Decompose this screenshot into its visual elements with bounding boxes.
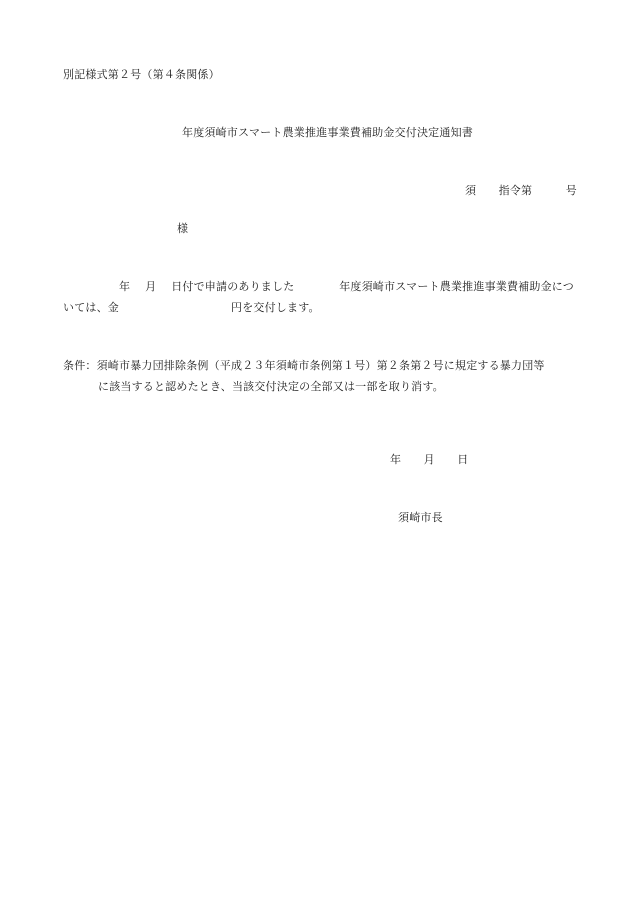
issue-date: 年 月 日 [390,453,469,466]
form-label: 別記様式第２号（第４条関係） [63,68,220,81]
addressee: 様 [177,222,189,235]
condition-line-1: 条件：須崎市暴力団排除条例（平成２３年須崎市条例第１号）第２条第２号に規定する暴力団等 [63,359,545,372]
body-text-line-1: 年 月 日付で申請のありました 年度須崎市スマート農業推進事業費補助金につ [63,280,574,293]
document-title: 年度須崎市スマート農業推進事業費補助金交付決定通知書 [182,126,473,139]
condition-line-2: に該当すると認めたとき、当該交付決定の全部又は一部を取り消す。 [98,380,444,393]
document-number: 須 指令第 号 [465,184,577,197]
body-text-line-2: いては、金 円を交付します。 [63,301,320,314]
issuer: 須崎市長 [398,511,443,524]
